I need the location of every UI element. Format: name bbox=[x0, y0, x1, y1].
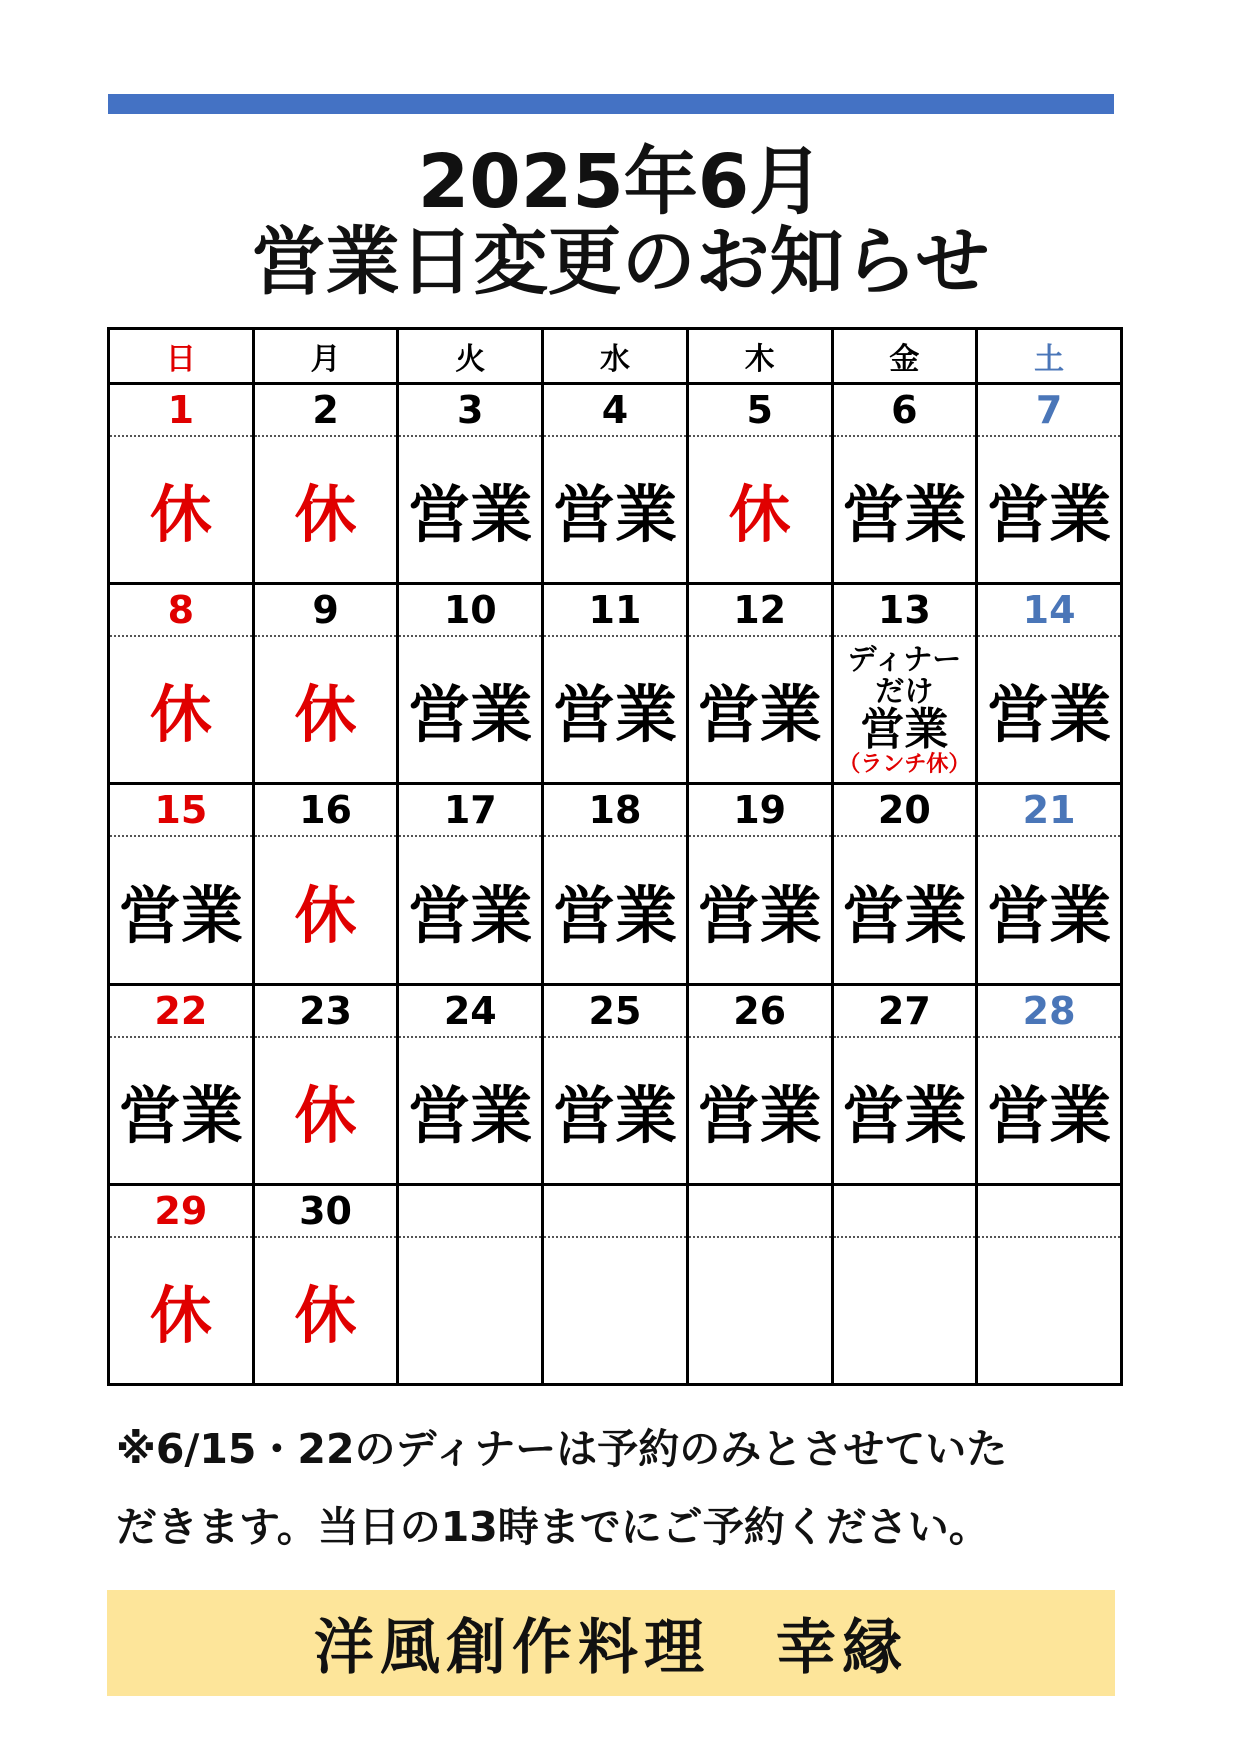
lunch-closed-note: （ランチ休） bbox=[838, 751, 971, 777]
day-status: 休 bbox=[253, 836, 398, 984]
day-status: 営業 bbox=[687, 1037, 832, 1185]
date-number: 9 bbox=[253, 584, 398, 637]
day-status: 営業 bbox=[977, 836, 1122, 984]
date-number: 16 bbox=[253, 784, 398, 837]
week-1-date-row bbox=[109, 384, 1122, 437]
day-status bbox=[398, 1237, 543, 1385]
day-status: 営業 bbox=[543, 836, 688, 984]
day-status: 営業 bbox=[109, 836, 254, 984]
weekday-wed: 水 bbox=[543, 329, 688, 384]
week-5-status-row bbox=[109, 1237, 1122, 1385]
date-number: 4 bbox=[543, 384, 688, 437]
day-status: 休 bbox=[253, 436, 398, 584]
day-status: 営業 bbox=[398, 436, 543, 584]
day-status: 営業 bbox=[687, 836, 832, 984]
week-4-status-row bbox=[109, 1037, 1122, 1185]
date-number: 27 bbox=[832, 984, 977, 1037]
date-number: 14 bbox=[977, 584, 1122, 637]
week-2-date-row bbox=[109, 584, 1122, 637]
day-status: 営業 bbox=[109, 1037, 254, 1185]
date-number: 13 bbox=[832, 584, 977, 637]
weekday-fri: 金 bbox=[832, 329, 977, 384]
day-status: 休 bbox=[109, 636, 254, 784]
day-status: 休 bbox=[109, 1237, 254, 1385]
day-status: 営業 bbox=[398, 636, 543, 784]
weekday-sun: 日 bbox=[109, 329, 254, 384]
day-status-dinner-only bbox=[832, 636, 977, 784]
notice-text bbox=[116, 1410, 1126, 1566]
date-number: 21 bbox=[977, 784, 1122, 837]
day-status bbox=[687, 1237, 832, 1385]
date-number: 30 bbox=[253, 1184, 398, 1237]
date-number: 29 bbox=[109, 1184, 254, 1237]
day-status: 営業 bbox=[977, 636, 1122, 784]
date-number: 28 bbox=[977, 984, 1122, 1037]
date-number: 20 bbox=[832, 784, 977, 837]
date-number: 8 bbox=[109, 584, 254, 637]
notice-line-1: ※6/15・22のディナーは予約のみとさせていた bbox=[116, 1425, 1008, 1473]
footer-banner bbox=[107, 1590, 1115, 1696]
day-status: 営業 bbox=[398, 1037, 543, 1185]
date-number: 12 bbox=[687, 584, 832, 637]
week-3-date-row bbox=[109, 784, 1122, 837]
day-status bbox=[543, 1237, 688, 1385]
restaurant-name: 洋風創作料理 幸縁 bbox=[314, 1613, 908, 1683]
day-status: 営業 bbox=[832, 1037, 977, 1185]
dinner-only-label: ディナー bbox=[847, 641, 962, 676]
day-status: 休 bbox=[253, 1037, 398, 1185]
day-status: 休 bbox=[687, 436, 832, 584]
day-status: 営業 bbox=[543, 1037, 688, 1185]
day-status: 休 bbox=[109, 436, 254, 584]
day-status: 休 bbox=[253, 1237, 398, 1385]
day-status: 営業 bbox=[977, 436, 1122, 584]
date-number: 15 bbox=[109, 784, 254, 837]
date-number: 18 bbox=[543, 784, 688, 837]
page-subtitle: 営業日変更のお知らせ bbox=[251, 219, 990, 305]
day-status: 営業 bbox=[860, 703, 949, 755]
dinner-only-label: だけ bbox=[875, 673, 934, 708]
date-number: 11 bbox=[543, 584, 688, 637]
date-number bbox=[398, 1184, 543, 1237]
day-status: 休 bbox=[253, 636, 398, 784]
top-accent-bar bbox=[108, 94, 1114, 114]
date-number: 24 bbox=[398, 984, 543, 1037]
date-number: 5 bbox=[687, 384, 832, 437]
date-number: 6 bbox=[832, 384, 977, 437]
week-3-status-row bbox=[109, 836, 1122, 984]
date-number: 7 bbox=[977, 384, 1122, 437]
day-status: 営業 bbox=[398, 836, 543, 984]
date-number: 2 bbox=[253, 384, 398, 437]
date-number: 19 bbox=[687, 784, 832, 837]
week-1-status-row bbox=[109, 436, 1122, 584]
date-number bbox=[543, 1184, 688, 1237]
weekday-tue: 火 bbox=[398, 329, 543, 384]
weekday-mon: 月 bbox=[253, 329, 398, 384]
day-status: 営業 bbox=[543, 636, 688, 784]
weekday-header-row bbox=[109, 329, 1122, 384]
date-number: 23 bbox=[253, 984, 398, 1037]
week-4-date-row bbox=[109, 984, 1122, 1037]
calendar-table bbox=[107, 327, 1123, 1386]
date-number bbox=[977, 1184, 1122, 1237]
day-status: 営業 bbox=[832, 836, 977, 984]
day-status: 営業 bbox=[543, 436, 688, 584]
date-number: 10 bbox=[398, 584, 543, 637]
date-number bbox=[832, 1184, 977, 1237]
day-status: 営業 bbox=[832, 436, 977, 584]
date-number bbox=[687, 1184, 832, 1237]
week-2-status-row bbox=[109, 636, 1122, 784]
date-number: 1 bbox=[109, 384, 254, 437]
date-number: 22 bbox=[109, 984, 254, 1037]
date-number: 3 bbox=[398, 384, 543, 437]
notice-line-2: だきます。当日の13時までにご予約ください。 bbox=[116, 1503, 990, 1551]
page-title: 2025年6月 bbox=[417, 139, 824, 225]
date-number: 17 bbox=[398, 784, 543, 837]
day-status bbox=[977, 1237, 1122, 1385]
day-status bbox=[832, 1237, 977, 1385]
date-number: 26 bbox=[687, 984, 832, 1037]
day-status: 営業 bbox=[977, 1037, 1122, 1185]
date-number: 25 bbox=[543, 984, 688, 1037]
weekday-thu: 木 bbox=[687, 329, 832, 384]
day-status: 営業 bbox=[687, 636, 832, 784]
week-5-date-row bbox=[109, 1184, 1122, 1237]
weekday-sat: 土 bbox=[977, 329, 1122, 384]
